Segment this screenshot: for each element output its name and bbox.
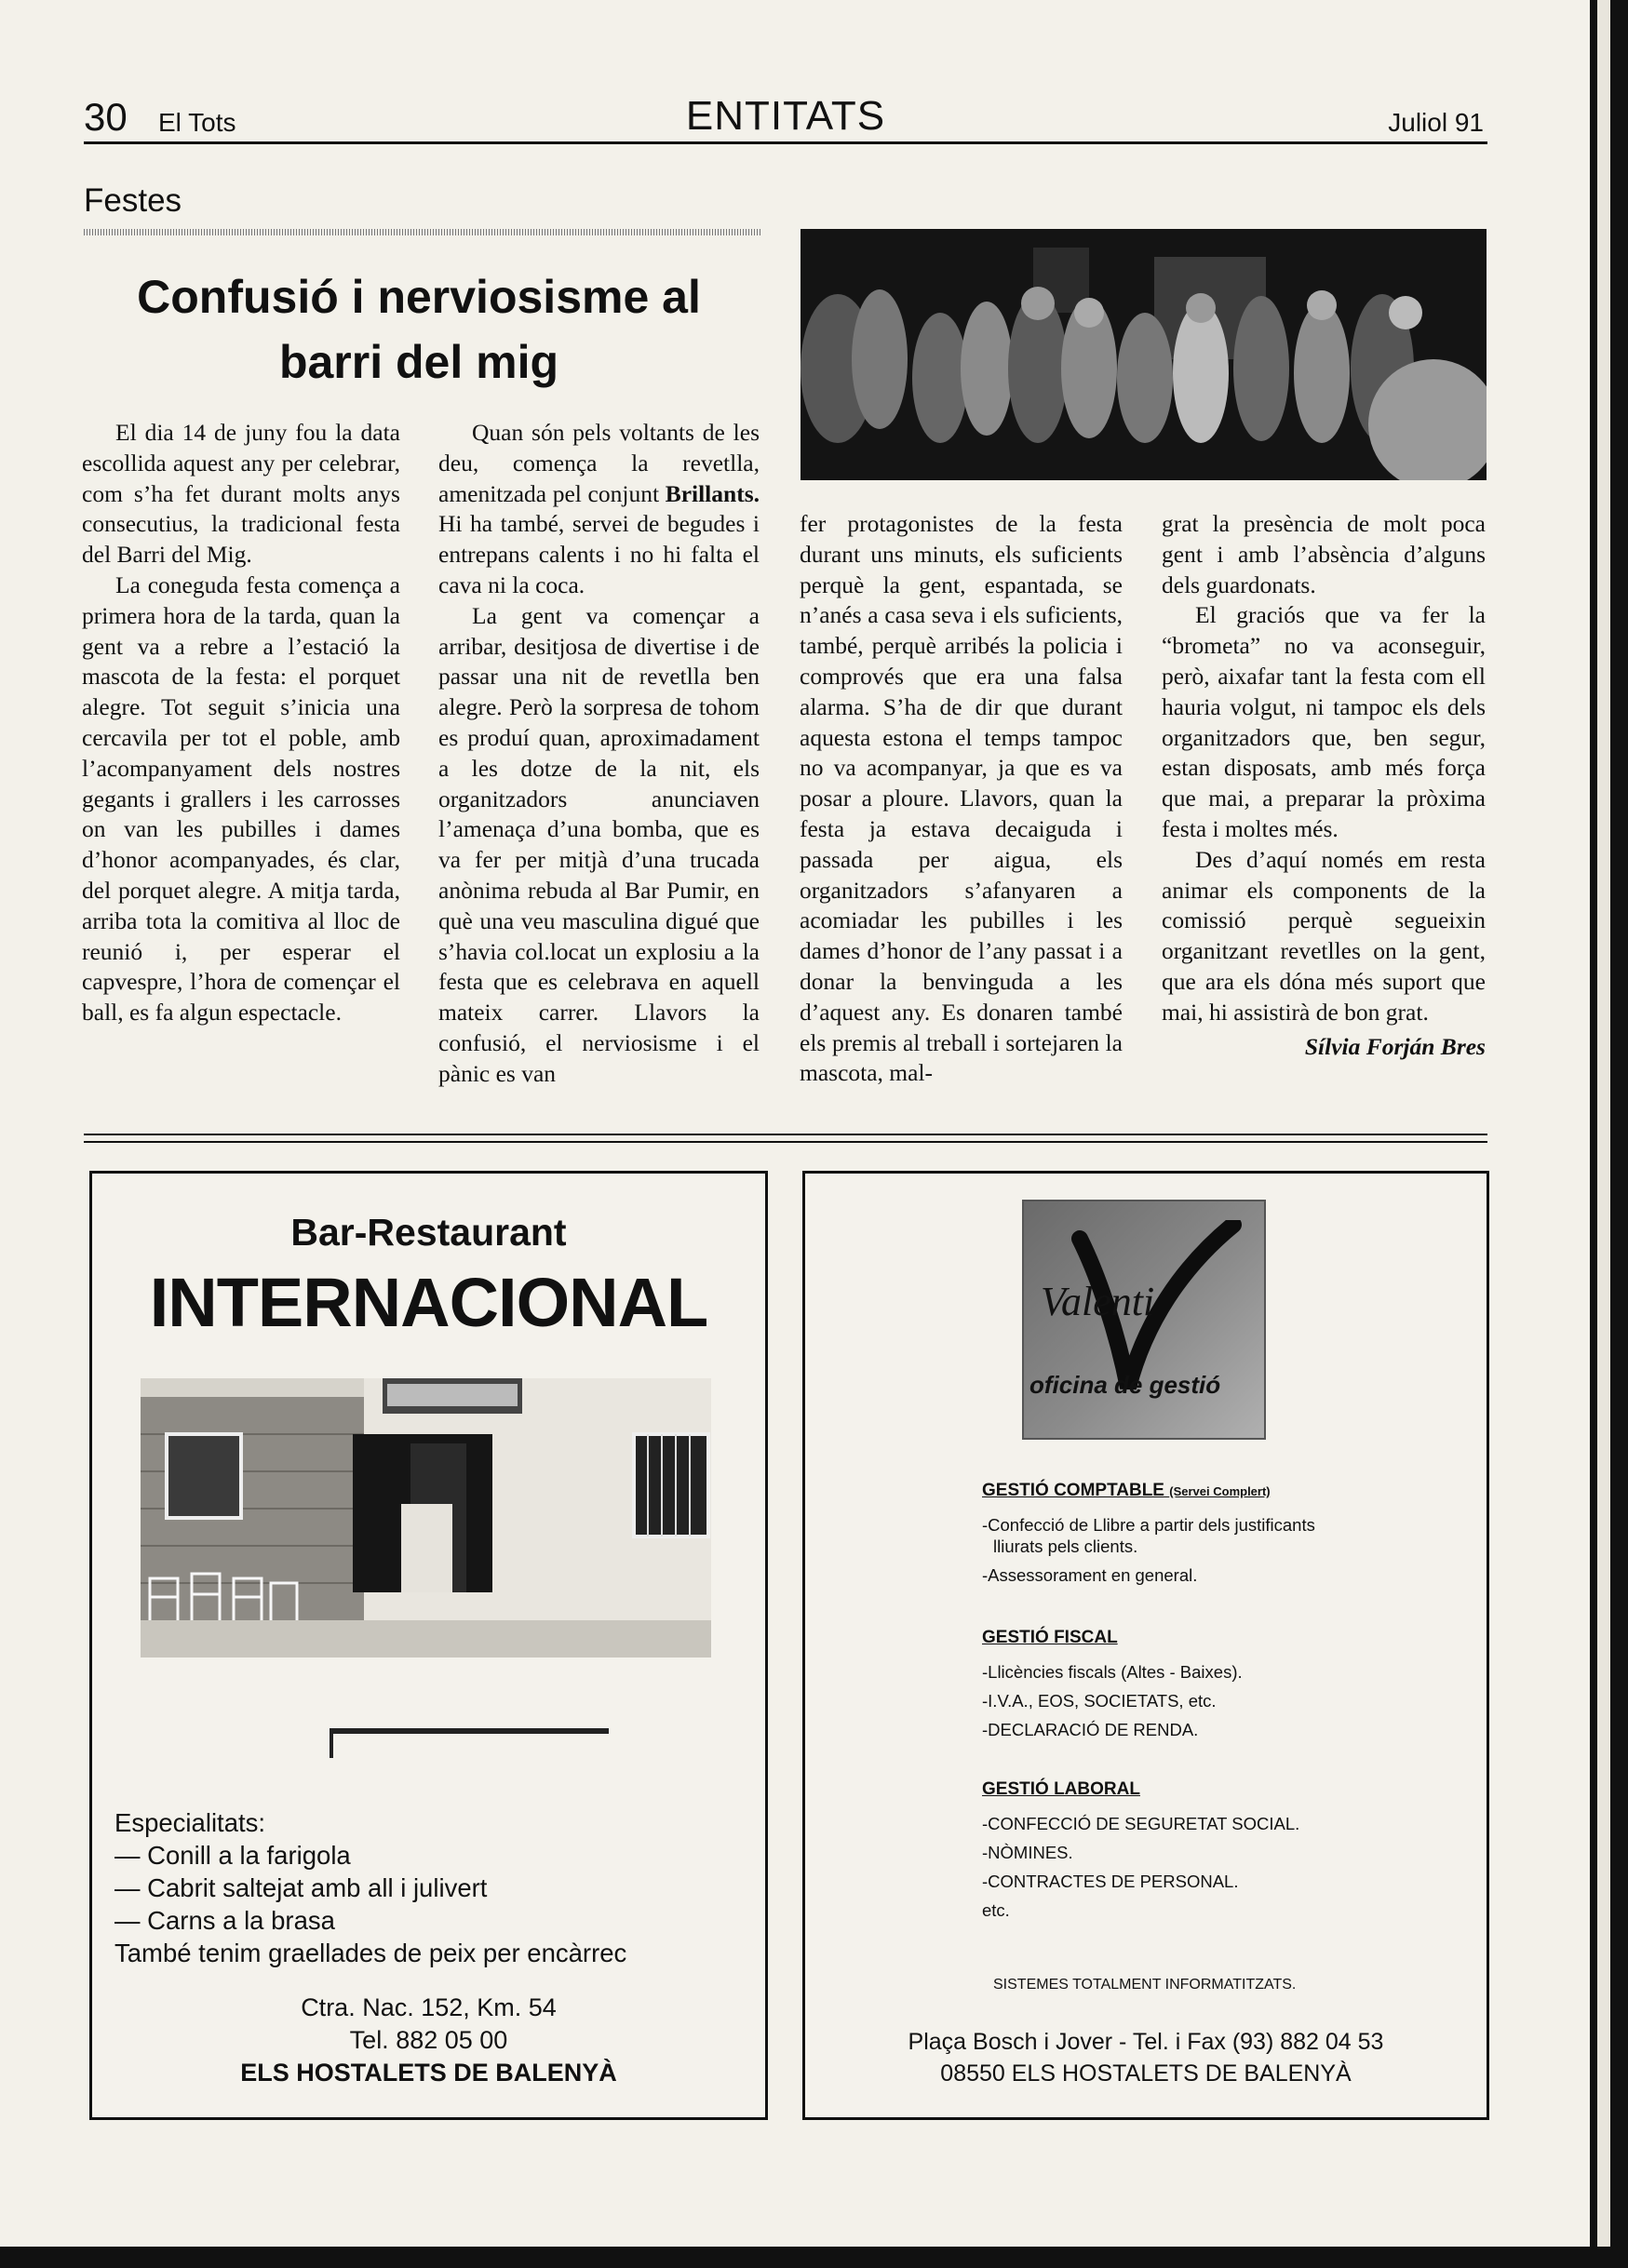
article-column-3 bbox=[800, 509, 1123, 1089]
service-heading: GESTIÓ LABORAL bbox=[982, 1779, 1140, 1799]
paragraph: Des d’aquí només em resta animar els components de la comissió perquè segueixin organitzant revetlles on la gent, que ara els dóna més suport que mai, hi assistirà de bon grat. bbox=[1162, 845, 1486, 1026]
page-edge-bottom bbox=[0, 2247, 1628, 2268]
byline: Sílvia Forján Bres bbox=[1304, 1032, 1486, 1060]
article-headline bbox=[93, 264, 745, 395]
service-item: -Llicències fiscals (Altes - Baixes). bbox=[982, 1662, 1243, 1682]
band-name: Brillants. bbox=[665, 479, 760, 507]
article-column-2 bbox=[438, 418, 760, 1090]
valenti-contact bbox=[805, 2026, 1487, 2089]
paragraph: El dia 14 de juny fou la data escollida aquest any per celebrar, com s’ha fet durant molts anys consecutius, la tradicional festa del Barri del Mig. bbox=[82, 419, 400, 569]
restaurant-ad bbox=[89, 1171, 768, 2120]
separator-rule bbox=[84, 1134, 1487, 1135]
service-item: -CONTRACTES DE PERSONAL. bbox=[982, 1872, 1239, 1891]
rubric-rule bbox=[84, 229, 761, 235]
page-header bbox=[84, 89, 1487, 144]
service-labour bbox=[982, 1779, 1319, 1928]
article-column-1 bbox=[82, 418, 400, 1028]
valenti-address: Plaça Bosch i Jover - Tel. i Fax (93) 882 04 53 bbox=[908, 2029, 1384, 2055]
valenti-town: 08550 ELS HOSTALETS DE BALENYÀ bbox=[940, 2060, 1352, 2087]
restaurant-photo bbox=[141, 1378, 711, 1657]
service-fiscal bbox=[982, 1628, 1319, 1748]
specialty-item: — Carns a la brasa bbox=[114, 1906, 335, 1935]
specialty-extra: També tenim graellades de peix per encàrrec bbox=[114, 1939, 627, 1967]
paragraph: grat la presència de molt poca gent i amb l’absència d’alguns dels guardonats. bbox=[1162, 510, 1486, 598]
headline-line-2: barri del mig bbox=[278, 336, 559, 388]
decorative-line-tick bbox=[330, 1728, 333, 1758]
paragraph: fer protagonistes de la festa durant uns minuts, els suficients perquè la gent, espantada, se n’anés a casa seva i els suficients, també, perquè arribés la policia i comprovés que era una falsa alarma. S’ha de dir que durant aquesta estona el temps tampoc no va acompanyar, ja que es va posar a ploure. Llavors, quan la festa ja estava decaiguda i passada per aigua, els organitzadors s’afanyaren a acomiadar les pubilles i les dames d’honor de l’any passat i a donar la benvinguda a les d’aquest any. Es donaren també els premis al treball i sortejaren la mascota, mal- bbox=[800, 510, 1123, 1087]
page-edge-right bbox=[1590, 0, 1628, 2268]
restaurant-address: Ctra. Nac. 152, Km. 54 bbox=[301, 1993, 557, 2021]
systems-note: SISTEMES TOTALMENT INFORMATITZATS. bbox=[993, 1977, 1297, 1993]
paragraph: El graciós que va fer la “brometa” no va aconseguir, però, aixafar tant la festa com ell hauria volgut, ni tampoc els dels organitzadors que, ben segur, estan disposats, amb més força que mai, a preparar la pròxima festa i moltes més. bbox=[1162, 601, 1486, 842]
service-item: -DECLARACIÓ DE RENDA. bbox=[982, 1720, 1199, 1739]
publication-name: El Tots bbox=[158, 108, 236, 137]
decorative-line bbox=[330, 1728, 609, 1734]
section-title: ENTITATS bbox=[685, 93, 886, 139]
service-accounting bbox=[982, 1481, 1319, 1593]
festival-photo bbox=[801, 229, 1487, 480]
separator-rule bbox=[84, 1141, 1487, 1143]
paragraph: La gent va començar a arribar, desitjosa de divertise i de passar una nit de revetlla ben alegre. Però la sorpresa de tohom es produí quan, aproximadament a les dotze de la nit, els organitzadors anunciaven l’amenaça d’una bomba, que es va fer per mitjà d’una trucada anònima rebuda al Bar Pumir, en què una veu masculina digué que s’havia col.locat un explosiu a la festa que es celebrava en aquell mateix carrer. Llavors la confusió, el nerviosisme i el pànic es van bbox=[438, 601, 760, 1087]
restaurant-town: ELS HOSTALETS DE BALENYÀ bbox=[240, 2059, 617, 2087]
page-number: 30 bbox=[84, 95, 128, 139]
service-item: -CONFECCIÓ DE SEGURETAT SOCIAL. bbox=[982, 1814, 1300, 1833]
paragraph: Quan són pels voltants de les deu, comença la revetlla, amenitzada pel conjunt Brillants. Hi ha també, servei de begudes i entrepans calents i no hi falta el cava ni la coca. bbox=[438, 419, 760, 598]
headline-line-1: Confusió i nerviosisme al bbox=[137, 271, 701, 323]
service-item: etc. bbox=[982, 1900, 1010, 1920]
specialties bbox=[114, 1806, 626, 1969]
specialty-item: — Cabrit saltejat amb all i julivert bbox=[114, 1873, 488, 1902]
specialties-title: Especialitats: bbox=[114, 1808, 266, 1837]
issue-date: Juliol 91 bbox=[1388, 108, 1484, 137]
article-column-4 bbox=[1162, 509, 1486, 1062]
service-item: -Confecció de Llibre a partir dels justificants lliurats pels clients. bbox=[982, 1515, 1315, 1556]
valenti-logo bbox=[1022, 1200, 1266, 1440]
valenti-ad bbox=[802, 1171, 1489, 2120]
ad-subtitle: Bar-Restaurant bbox=[290, 1211, 567, 1254]
restaurant-name: INTERNACIONAL bbox=[149, 1264, 708, 1341]
restaurant-phone: Tel. 882 05 00 bbox=[349, 2026, 508, 2054]
restaurant-address-block bbox=[92, 1992, 765, 2089]
service-item: -Assessorament en general. bbox=[982, 1565, 1198, 1585]
specialty-item: — Conill a la farigola bbox=[114, 1841, 351, 1870]
service-item: -NÒMINES. bbox=[982, 1843, 1073, 1862]
logo-tagline: oficina de gestió bbox=[1029, 1371, 1221, 1399]
service-heading: GESTIÓ FISCAL bbox=[982, 1628, 1118, 1647]
service-heading: GESTIÓ COMPTABLE (Servei Complert) bbox=[982, 1481, 1271, 1500]
service-item: -I.V.A., EOS, SOCIETATS, etc. bbox=[982, 1691, 1217, 1711]
paragraph: La coneguda festa comença a primera hora de la tarda, quan la gent va a rebre a l’estació la mascota de la festa: el porquet alegre. Tot seguit s’inicia una cercavila per tot el poble, amb l’acompanyament dels nostres gegants i grallers i les carrosses on van les pubilles i dames d’honor acompanyades, és clar, del porquet alegre. A mitja tarda, arriba tota la comitiva al lloc de reunió i, per esperar el capvespre, l’hora de començar el ball, es fa algun espectacle. bbox=[82, 570, 400, 1027]
logo-name: Valenti bbox=[1041, 1279, 1155, 1324]
rubric: Festes bbox=[84, 182, 182, 219]
